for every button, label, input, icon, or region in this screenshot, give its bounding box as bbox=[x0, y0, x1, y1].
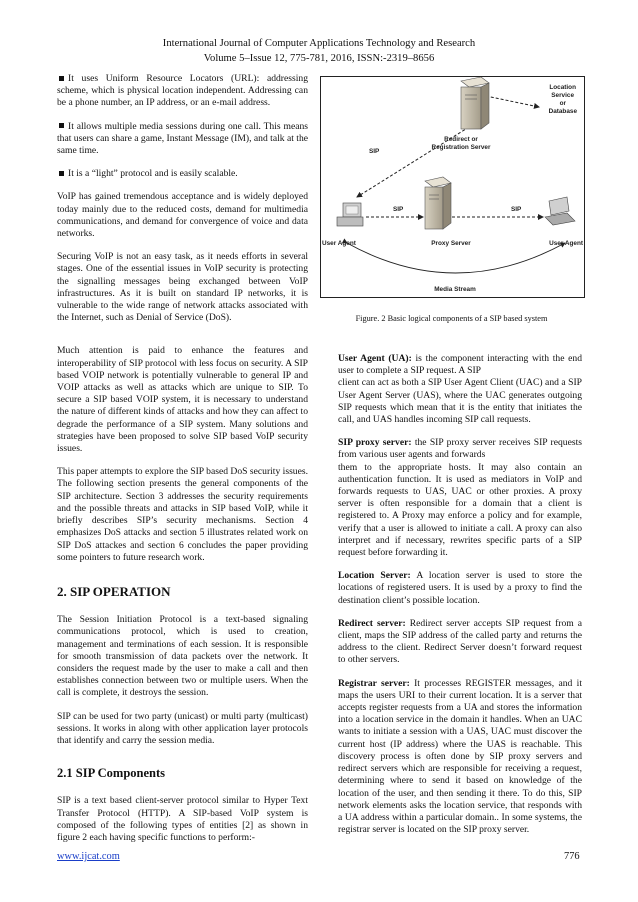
proxy-server-icon bbox=[425, 177, 451, 229]
paragraph-voip-acceptance: VoIP has gained tremendous acceptance and is widely deployed today mainly due to the reduced costs, demand for multimedia communications, and demand for convergence of voice and data networks. bbox=[57, 191, 308, 240]
left-column bbox=[57, 73, 308, 855]
label-user-agent-left: User Agent bbox=[322, 240, 356, 247]
footer-url-link[interactable]: www.ijcat.com bbox=[57, 851, 120, 862]
media-stream-arc bbox=[347, 243, 565, 273]
paragraph-client-server: SIP is a text based client-server protocol similar to Hyper Text Transfer Protocol (HTTP). A SIP-based VoIP system is composed of the following types of entities [2] as shown in figure 2 each having specific functions to perform:- bbox=[57, 795, 308, 843]
paragraph-unicast-multicast: SIP can be used for two party (unicast) or multi party (multicast) sessions. It works in along with other application layer protocols that identify and carry the session media. bbox=[57, 710, 308, 746]
term-location-server: Location Server: bbox=[338, 570, 411, 582]
label-redirect-1: Redirect or bbox=[444, 136, 478, 143]
term-redirect-server: Redirect server: bbox=[338, 617, 406, 629]
paragraph-proxy-server: SIP proxy server: the SIP proxy server receives SIP requests from various user agents and forwards them to the appropriate hosts. It may also contain an authentication function. It is used as mediators in VoIP and forwards requests to UAS, UAC or other proxies. A proxy server is often responsible for a domain that a client is registered to. A Proxy may enforce a policy and for example, verify that a user is allowed to initiate a call. A proxy can also interpret and if necessary, rewrites specific parts of a SIP request before forwarding it. bbox=[338, 437, 582, 559]
subsection-heading-sip-components: 2.1 SIP Components bbox=[57, 766, 166, 781]
sip-diagram bbox=[321, 77, 584, 297]
journal-title: International Journal of Computer Applications Technology and Research bbox=[162, 38, 476, 49]
page-header bbox=[0, 36, 638, 66]
label-sip-left: SIP bbox=[393, 206, 404, 213]
term-proxy-server: SIP proxy server: bbox=[338, 437, 412, 449]
bullet-item-3: It is a “light” protocol and is easily scalable. bbox=[57, 168, 308, 180]
sip-architecture-figure bbox=[320, 76, 585, 298]
label-proxy-server: Proxy Server bbox=[431, 240, 471, 247]
label-media-stream: Media Stream bbox=[434, 286, 476, 293]
paragraph-paper-outline: This paper attempts to explore the SIP based DoS security issues. The following section presents the general components of the SIP architecture. Section 3 addresses the security requirements and the possible threats and attacks in SIP based VoIP, while it briefly describes SIP’s security mechanisms. Section 4 emphasizes DoS attacks and section 5 illustrates related work on SIP DoS attackes and section 6 concludes the paper providing some pointers to future research work. bbox=[57, 466, 308, 563]
label-location-4: Database bbox=[548, 108, 577, 115]
label-user-agent-right: User Agent bbox=[549, 240, 583, 247]
label-sip-top: SIP bbox=[369, 148, 380, 155]
term-user-agent: User Agent (UA): bbox=[338, 353, 412, 364]
page-number: 776 bbox=[564, 851, 580, 862]
figure-caption: Figure. 2 Basic logical components of a SIP based system bbox=[355, 314, 548, 323]
paragraph-user-agent: User Agent (UA): is the component interacting with the end user to complete a SIP request. A SIP client can act as both a SIP User Agent Client (UAC) and a SIP User Agent Server (UAS), where the UAC generates outgoing SIP requests which mean that it is the entity that initiates the call, and UAS handles incoming SIP call requests. bbox=[338, 353, 583, 426]
laptop-icon bbox=[545, 197, 575, 225]
square-bullet-icon bbox=[59, 76, 64, 81]
paragraph-securing-voip: Securing VoIP is not an easy task, as it needs efforts in several stages. One of the essential issues in VoIP security is protecting the signalling messages being exchanged between VoIP infrastructures. As it is built on standard IP networks, it is vulnerable to the wide range of network attacks associated with the Internet, such as Denial of Service (DoS). bbox=[57, 251, 308, 324]
paragraph-registrar-server: Registrar server: It processes REGISTER messages, and it maps the users URI to their current location. It is a server that accepts register requests from a UA and stores the information into a location service in the domain it handles. When an UAC wants to initiate a session with a UAS, UAC must discover the current host (IP address) where the UAS is reachable. This discovery process is often done by SIP proxy servers and redirect servers which are responsible for receiving a request, determining where to send it based on knowledge of the location of the user, and then sending it there. To do this, SIP network elements asks the location service, that responds with a UA address within a particular domain.. In some systems, the registrar server is located on the SIP proxy server. bbox=[338, 677, 582, 836]
bullet-item-2: It allows multiple media sessions during one call. This means that users can share a game, Instant Message (IM), and talk at the same time. bbox=[57, 120, 308, 157]
label-location-2: Service bbox=[551, 92, 574, 99]
sip-link-location bbox=[481, 95, 539, 107]
paragraph-attention: Much attention is paid to enhance the features and interoperability of SIP protocol with less focus on security. A SIP based VOIP network is potentially vulnerable to general IP and VOIP attacks as well as attacks which are unique to SIP. To secure a SIP based VOIP system, it is necessary to understand the nature of different kinds of attacks and how they can affect to degrade the performance of a SIP system. Many solutions and strategies have been proposed to solve SIP based VoIP security issues. bbox=[57, 345, 308, 455]
redirect-server-icon bbox=[461, 77, 489, 129]
label-location-3: or bbox=[559, 100, 566, 107]
square-bullet-icon bbox=[59, 171, 64, 176]
label-location-1: Location bbox=[549, 84, 576, 91]
paragraph-redirect-server: Redirect server: Redirect server accepts SIP request from a client, maps the SIP address of the called party and returns the address to the client. Redirect Server doesn’t forward request to other servers. bbox=[338, 617, 583, 666]
square-bullet-icon bbox=[59, 123, 64, 128]
right-column bbox=[338, 353, 582, 847]
label-sip-right: SIP bbox=[511, 206, 522, 213]
desktop-computer-icon bbox=[337, 203, 363, 226]
bullet-item-1: It uses Uniform Resource Locators (URL): addressing scheme, which is physical location independent. Addressing can be a phone number, an IP address, or an e-mail address. bbox=[57, 73, 308, 109]
term-registrar-server: Registrar server: bbox=[338, 677, 410, 689]
label-redirect-2: Registration Server bbox=[431, 144, 491, 151]
paragraph-sip-definition: The Session Initiation Protocol is a text-based signaling communications protocol, which is used to creation, management and terminations of each session. It is responsible for smooth transmission of data packets over the network. It considers the request made by the user to make a call and then establishes connection between two or multiple users. When the call is complete, it destroys the session. bbox=[57, 614, 308, 699]
paragraph-location-server: Location Server: A location server is used to store the locations of registered users. It is used by a proxy to find the destination client’s possible location. bbox=[338, 570, 582, 606]
journal-volume: Volume 5–Issue 12, 775-781, 2016, ISSN:-2319–8656 bbox=[203, 53, 435, 64]
section-heading-sip-operation: 2. SIP OPERATION bbox=[57, 583, 171, 599]
